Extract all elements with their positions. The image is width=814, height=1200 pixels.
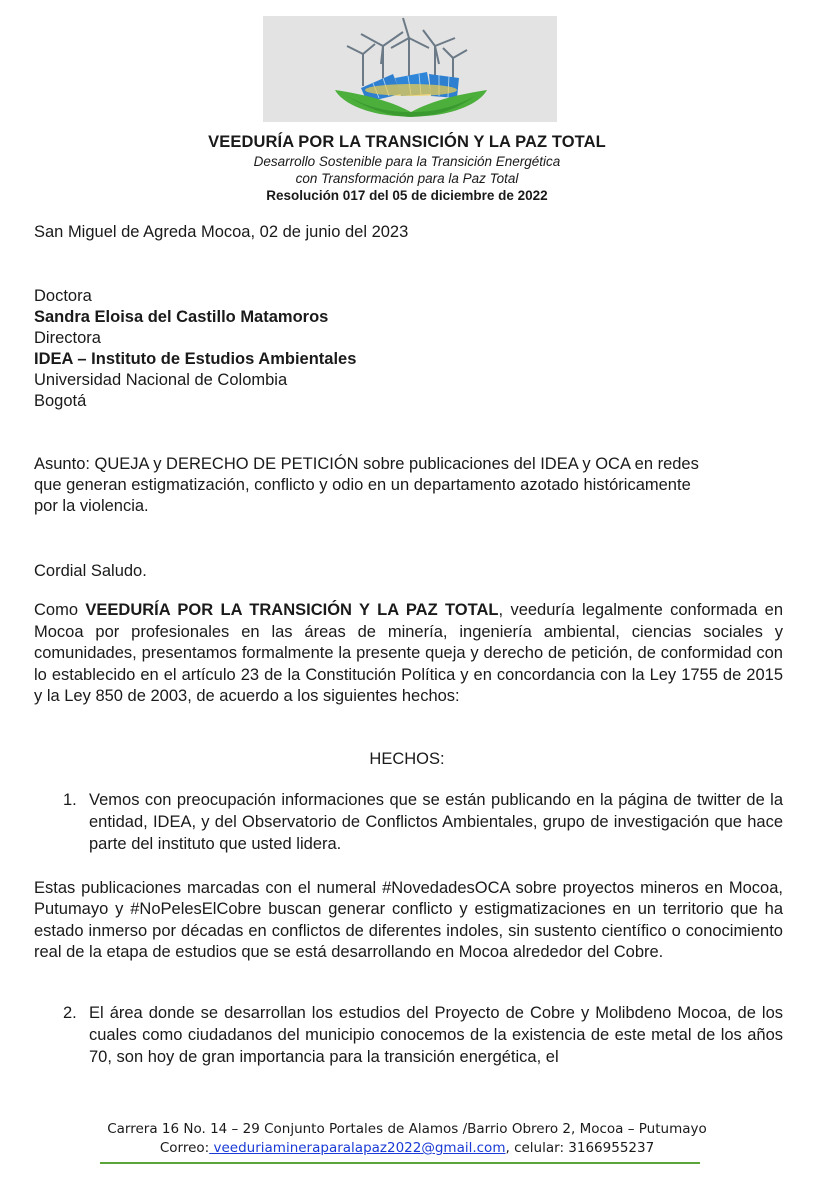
footer-divider: [100, 1162, 700, 1164]
subject-line-3: por la violencia.: [34, 497, 149, 515]
recipient-institute: IDEA – Instituto de Estudios Ambientales: [34, 350, 357, 368]
resolution-line: Resolución 017 del 05 de diciembre de 2022: [266, 188, 548, 203]
intro-lead: Como: [34, 601, 86, 619]
middle-paragraph: Estas publicaciones marcadas con el numeral #NovedadesOCA sobre proyectos mineros en Mocoa, Putumayo y #NoPelesElCobre buscan generar conflicto y estigmatizaciones en un territorio que ha estado inmerso por décadas en conflictos de diferentes indoles, sin sustento científico o conocimiento real de la etapa de estudios que se está desarrollando en Mocoa alrededor del Cobre.: [34, 879, 783, 962]
email-link[interactable]: veeduriamineraparalapaz2022@gmail.com: [209, 1140, 506, 1156]
intro-paragraph: [34, 600, 783, 708]
recipient-university: Universidad Nacional de Colombia: [34, 371, 288, 389]
item-number: 1.: [63, 791, 77, 809]
subject-line-1: Asunto: QUEJA y DERECHO DE PETICIÓN sobre publicaciones del IDEA y OCA en redes: [34, 455, 699, 473]
phone-text: , celular: 3166955237: [505, 1140, 655, 1156]
recipient-salutation: Doctora: [34, 287, 92, 305]
list-item: El área donde se desarrollan los estudios del Proyecto de Cobre y Molibdeno Mocoa, de los cuales como ciudadanos del municipio conocemos de la existencia de este metal de los años 70, son hoy de gran importancia para la transición energética, el: [89, 1004, 783, 1066]
organization-title: VEEDURÍA POR LA TRANSICIÓN Y LA PAZ TOTAL: [208, 133, 606, 151]
organization-subtitle: Desarrollo Sostenible para la Transición Energética: [253, 154, 561, 169]
date-line: San Miguel de Agreda Mocoa, 02 de junio del 2023: [34, 223, 409, 241]
greeting: Cordial Saludo.: [34, 562, 147, 580]
hechos-heading: HECHOS:: [369, 750, 445, 768]
recipient-role: Directora: [34, 329, 101, 347]
recipient-city: Bogotá: [34, 392, 87, 410]
intro-organization: VEEDURÍA POR LA TRANSICIÓN Y LA PAZ TOTAL: [85, 601, 499, 619]
list-item: Vemos con preocupación informaciones que se están publicando en la página de twitter de la entidad, IDEA, y del Observatorio de Conflictos Ambientales, grupo de investigación que hace parte del instituto que usted lidera.: [89, 791, 783, 853]
logo-graphic: [263, 16, 557, 122]
intro-body: , veeduría legalmente conformada en Mocoa por profesionales en las áreas de minería, ingeniería ambiental, ciencias sociales y comunidades, presentamos formalmente la presente queja y derecho de petición, de conformidad con lo establecido en el artículo 23 de la Constitución Política y en concordancia con la Ley 1755 de 2015 y la Ley 850 de 2003, de acuerdo a los siguientes hechos:: [34, 601, 783, 706]
item-number: 2.: [63, 1004, 77, 1022]
logo: [263, 16, 557, 122]
recipient-name: Sandra Eloisa del Castillo Matamoros: [34, 308, 329, 326]
email-label: Correo:: [159, 1140, 210, 1156]
solar-panel-icon: [361, 72, 459, 102]
footer-contact: [0, 1140, 814, 1156]
organization-subtitle-2: con Transformación para la Paz Total: [295, 171, 519, 186]
footer-address: Carrera 16 No. 14 – 29 Conjunto Portales de Alamos /Barrio Obrero 2, Mocoa – Putumayo: [107, 1121, 707, 1137]
subject-line-2: que generan estigmatización, conflicto y odio en un departamento azotado históricamente: [34, 476, 691, 494]
